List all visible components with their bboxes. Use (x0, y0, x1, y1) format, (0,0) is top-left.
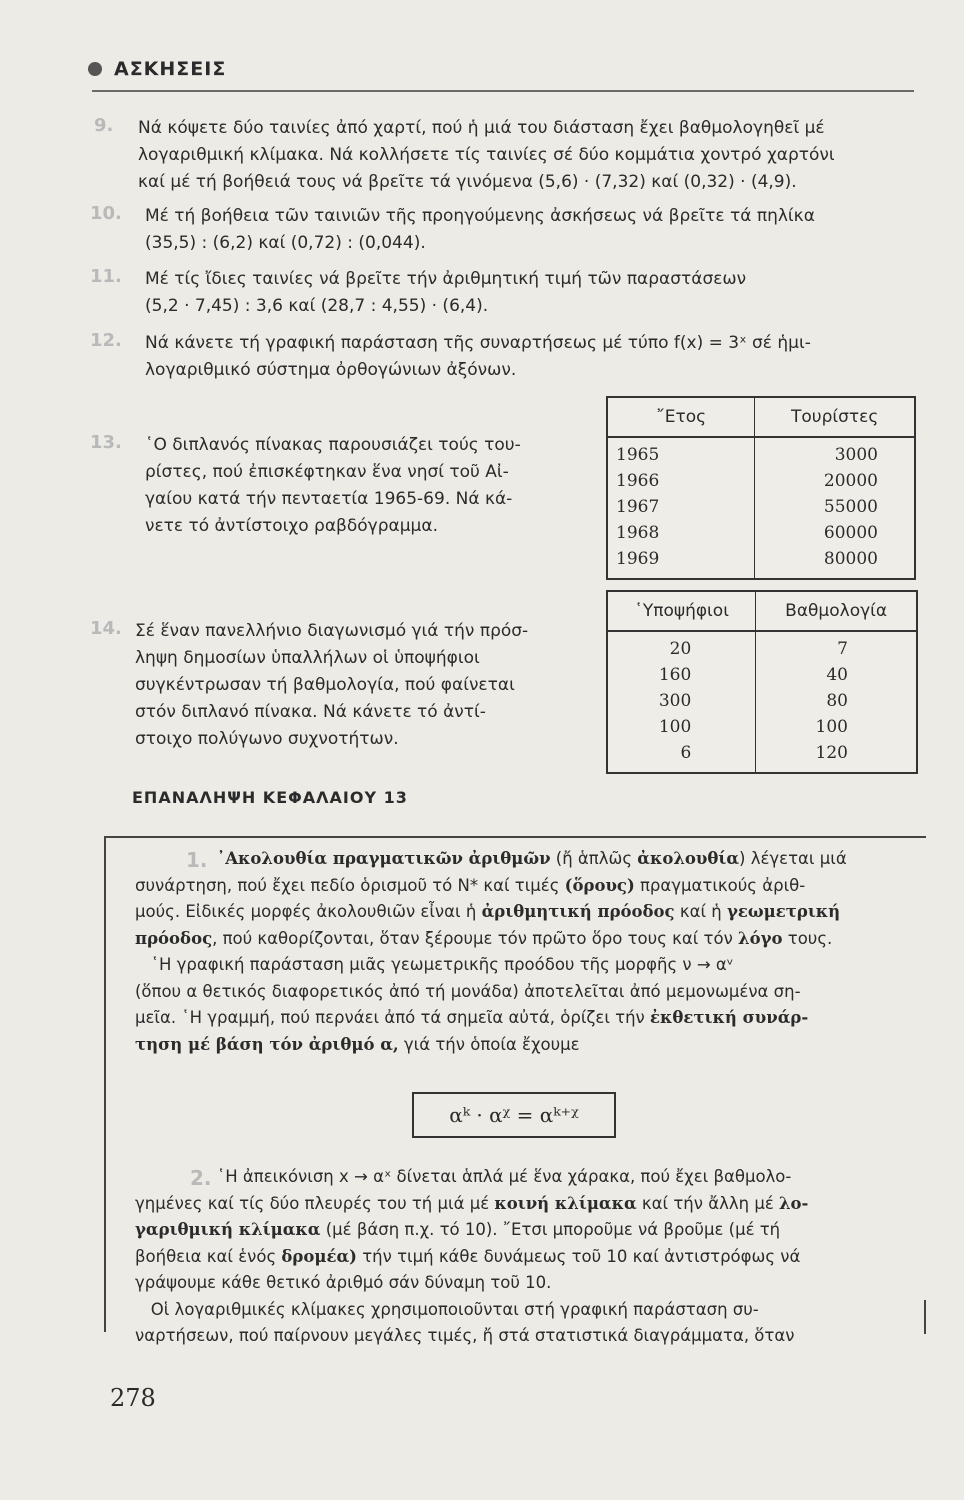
table-cell: 7 (756, 631, 917, 662)
tourists-table (606, 396, 916, 580)
section-title: ΕΠΑΝΑΛΗΨΗ ΚΕΦΑΛΑΙΟΥ 13 (132, 788, 408, 807)
table-cell: 55000 (755, 494, 915, 520)
text-line: βοήθεια καί ἑνός δρομέα) τήν τιμή κάθε δυνάμεως τοῦ 10 καί ἀντιστρόφως νά (135, 1246, 801, 1266)
table-cell: 3000 (755, 437, 915, 468)
text-line: στοιχο πολύγωνο συχνοτήτων. (135, 729, 399, 749)
table-cell: 1965 (607, 437, 755, 468)
table-cell: 300 (607, 688, 756, 714)
text-line: ῾Η ἀπεικόνιση x → αˣ δίνεται ἁπλά μέ ἕνα χάρακα, πού ἔχει βαθμολο- (217, 1167, 792, 1186)
table-row (607, 662, 917, 688)
text-line: Μέ τή βοήθεια τῶν ταινιῶν τῆς προηγούμενης ἀσκήσεως νά βρεῖτε τά πηλίκα (145, 206, 815, 226)
exercise-number: 9. (94, 115, 114, 136)
table-cell: 1969 (607, 546, 755, 579)
exercise-text (138, 115, 928, 196)
table-row (607, 437, 915, 468)
exercise-text (145, 203, 935, 257)
table-cell: 80 (756, 688, 917, 714)
table-row (607, 468, 915, 494)
table-row (607, 714, 917, 740)
table-cell: 1966 (607, 468, 755, 494)
text-line: γημένες καί τίς δύο πλευρές του τή μιά μέ κοινή κλίμακα καί τήν ἄλλη μέ λο- (135, 1193, 809, 1213)
text-line: ρίστες, πού ἐπισκέφτηκαν ἕνα νησί τοῦ Αἰ- (145, 462, 509, 482)
formula: αᵏ · αᵡ = αᵏ⁺ᵡ (449, 1103, 579, 1127)
text-line: τηση μέ βάση τόν ἀριθμό α, γιά τήν ὁποία ἔχουμε (135, 1034, 580, 1054)
table-row (607, 546, 915, 579)
text-line: ληψη δημοσίων ὑπαλλήλων οἱ ὑποψήφιοι (135, 648, 480, 668)
text-line: (35,5) : (6,2) καί (0,72) : (0,044). (145, 233, 426, 253)
table-cell: 80000 (755, 546, 915, 579)
exercise-text (135, 618, 605, 753)
page-header (88, 58, 226, 80)
table-row (607, 494, 915, 520)
scores-table (606, 590, 918, 774)
text-line: Οἱ λογαριθμικές κλίμακες χρησιμοποιοῦνται στή γραφική παράσταση συ- (135, 1299, 759, 1319)
summary-paragraph-1 (135, 846, 895, 1058)
table-cell: 160 (607, 662, 756, 688)
text-line: ναρτήσεων, πού παίρνουν μεγάλες τιμές, ἤ στά στατιστικά διαγράμματα, ὅταν (135, 1326, 795, 1345)
table-cell: 1968 (607, 520, 755, 546)
text-line: ῾Η γραφική παράσταση μιᾶς γεωμετρικῆς προόδου τῆς μορφῆς ν → αᵛ (135, 955, 734, 974)
text-line: καί μέ τή βοήθειά τους νά βρεῖτε τά γινόμενα (5,6) · (7,32) καί (0,32) · (4,9). (138, 172, 797, 192)
exercise-text (145, 432, 605, 540)
text-line: Νά κάνετε τή γραφική παράσταση τῆς συναρτήσεως μέ τύπο f(x) = 3ˣ σέ ἡμι- (145, 333, 811, 353)
text-line: πρόοδος, πού καθορίζονται, ὅταν ξέρουμε τόν πρῶτο ὅρο τους καί τόν λόγο τους. (135, 928, 833, 948)
table-cell: 120 (756, 740, 917, 773)
page-number: 278 (110, 1384, 156, 1412)
text-line: στόν διπλανό πίνακα. Νά κάνετε τό ἀντί- (135, 702, 486, 722)
table-row (607, 520, 915, 546)
text-line: μούς. Εἰδικές μορφές ἀκολουθιῶν εἶναι ἡ ἀριθμητική πρόοδος καί ἡ γεωμετρική (135, 902, 841, 921)
text-line: συγκέντρωσαν τή βαθμολογία, πού φαίνεται (135, 675, 515, 695)
exercise-number: 12. (90, 330, 122, 351)
text-line: λογαριθμικό σύστημα ὀρθογώνιων ἀξόνων. (145, 360, 517, 380)
exercise-number: 13. (90, 432, 122, 453)
text-line: γαίου κατά τήν πενταετία 1965-69. Νά κά- (145, 489, 513, 509)
text-line: ᾿Ακολουθία πραγματικῶν ἀριθμῶν (ἤ ἁπλῶς ἀκολουθία) λέγεται μιά (217, 849, 847, 868)
formula-box (412, 1092, 616, 1138)
bullet-icon (88, 62, 102, 76)
table-cell: 1967 (607, 494, 755, 520)
text-line: (ὅπου α θετικός διαφορετικός ἀπό τή μονάδα) ἀποτελεῖται ἀπό μεμονωμένα ση- (135, 981, 801, 1001)
text-line: (5,2 · 7,45) : 3,6 καί (28,7 : 4,55) · (6,4). (145, 296, 489, 316)
header-title: ΑΣΚΗΣΕΙΣ (114, 58, 227, 80)
text-line: νετε τό ἀντίστοιχο ραβδόγραμμα. (145, 516, 438, 536)
exercise-number: 11. (90, 266, 122, 287)
table-cell: 20000 (755, 468, 915, 494)
table-cell: 60000 (755, 520, 915, 546)
exercise-number: 14. (90, 618, 122, 639)
text-line: μεῖα. ῾Η γραμμή, πού περνάει ἀπό τά σημεῖα αὐτά, ὁρίζει τήν ἐκθετική συνάρ- (135, 1008, 809, 1027)
text-line: Νά κόψετε δύο ταινίες ἀπό χαρτί, πού ἡ μιά του διάσταση ἔχει βαθμολογηθεῖ μέ (138, 118, 825, 138)
text-line: ῾Ο διπλανός πίνακας παρουσιάζει τούς του- (145, 435, 521, 455)
text-line: γαριθμική κλίμακα (μέ βάση π.χ. τό 10). ῎Ετσι μποροῦμε νά βροῦμε (μέ τή (135, 1220, 781, 1239)
text-line: Μέ τίς ἴδιες ταινίες νά βρεῖτε τήν ἀριθμητική τιμή τῶν παραστάσεων (145, 269, 747, 289)
margin-bar (924, 1300, 926, 1334)
table-cell: 40 (756, 662, 917, 688)
table-header: ῾Υποψήφιοι (607, 591, 756, 631)
text-line: γράψουμε κάθε θετικό ἀριθμό σάν δύναμη τοῦ 10. (135, 1273, 552, 1292)
text-line: συνάρτηση, πού ἔχει πεδίο ὁρισμοῦ τό N* καί τιμές (ὅρους) πραγματικούς ἀριθ- (135, 875, 806, 895)
table-cell: 100 (607, 714, 756, 740)
table-header: ῎Ετος (607, 397, 755, 437)
table-header: Βαθμολογία (756, 591, 917, 631)
text-line: λογαριθμική κλίμακα. Νά κολλήσετε τίς ταινίες σέ δύο κομμάτια χοντρό χαρτόνι (138, 145, 835, 165)
summary-number-2: 2. (190, 1166, 212, 1190)
text-line: Σέ ἕναν πανελλήνιο διαγωνισμό γιά τήν πρόσ- (135, 621, 529, 641)
table-row (607, 631, 917, 662)
summary-paragraph-2 (135, 1164, 895, 1350)
summary-number-1: 1. (186, 848, 208, 872)
header-rule (92, 90, 914, 92)
table-cell: 20 (607, 631, 756, 662)
exercise-text (145, 266, 935, 320)
table-header: Τουρίστες (755, 397, 915, 437)
table-cell: 6 (607, 740, 756, 773)
exercise-text (145, 330, 935, 384)
table-cell: 100 (756, 714, 917, 740)
exercise-number: 10. (90, 203, 122, 224)
table-row (607, 688, 917, 714)
table-row (607, 740, 917, 773)
